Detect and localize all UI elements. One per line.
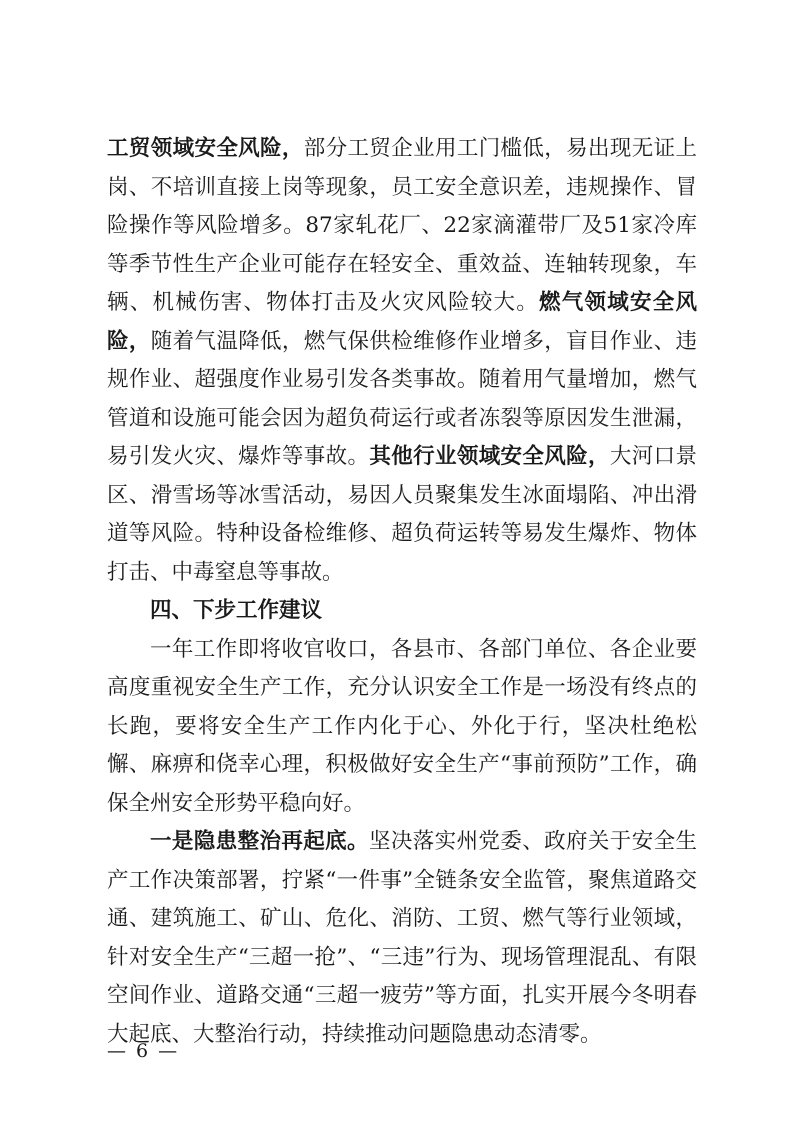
item-text: 坚决落实州党委、政府关于安全生产工作决策部署，拧紧“一件事”全链条安全监管，聚焦道路交通、建筑施工、矿山、危化、消防、工贸、燃气等行业领域，针对安全生产“三超一抢”、“三违”行为、现场管理混乱、有限空间作业、道路交通“三超一疲劳”等方面，扎实开展今冬明春大起底、大整治行动，持续推动问题隐患动态清零。 (107, 829, 697, 1047)
page-number: — 6 — (107, 1040, 180, 1062)
item-lead: 一是隐患整治再起底。 (150, 829, 369, 854)
trade-risk-label: 工贸领域安全风险， (107, 136, 304, 161)
trade-risk-text: 部分工贸企业用工门槛低，易出现无证上岗、不培训直接上岗等现象，员工安全意识差，违规操作、冒险操作等风险增多。87家轧花厂、22家滴灌带厂及51家冷库等季节性生产企业可能存在轻安全、重效益、连轴转现象，车辆、机械伤害、物体打击及火灾风险较大。 (107, 136, 697, 315)
body-text (107, 130, 697, 1054)
other-risk-label: 其他行业领域安全风险， (369, 444, 610, 469)
gas-risk-label: 燃气领域安全风险， (107, 290, 697, 354)
section-heading: 四、下步工作建议 (150, 598, 323, 623)
risk-paragraph (107, 130, 697, 592)
item-paragraph (107, 823, 697, 1054)
gas-risk-text: 随着气温降低，燃气保供检维修作业增多，盲目作业、违规作业、超强度作业易引发各类事故。随着用气量增加，燃气管道和设施可能会因为超负荷运行或者冻裂等原因发生泄漏，易引发火灾、爆炸等事故。 (107, 328, 697, 469)
intro-paragraph: 一年工作即将收官收口，各县市、各部门单位、各企业要高度重视安全生产工作，充分认识安全工作是一场没有终点的长跑，要将安全生产工作内化于心、外化于行，坚决杜绝松懈、麻痹和侥幸心理，积极做好安全生产“事前预防”工作，确保全州安全形势平稳向好。 (107, 636, 697, 816)
other-risk-text: 大河口景区、滑雪场等冰雪活动，易因人员聚集发生冰面塌陷、冲出滑道等风险。特种设备检维修、超负荷运转等易发生爆炸、物体打击、中毒窒息等事故。 (107, 444, 697, 585)
